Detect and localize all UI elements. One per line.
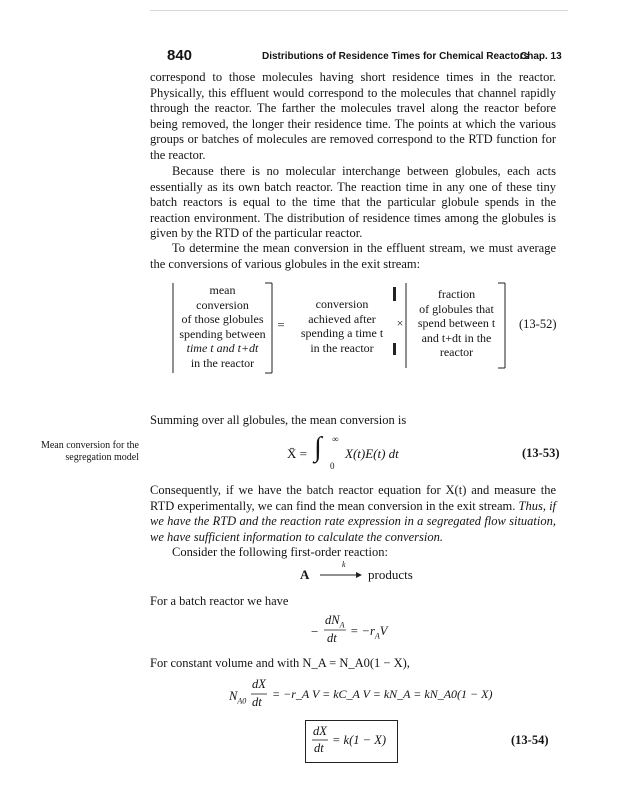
paragraph-6: Consider the following first-order reaction: (172, 545, 388, 559)
eq52-col2: conversion achieved after spending a time t in the reactor (300, 297, 384, 355)
eq52-times: × (396, 316, 404, 330)
margin-note: Mean conversion for the segregation model (40, 440, 139, 463)
expanded-denominator: dt (252, 695, 262, 709)
eq52-equals: = (277, 317, 285, 332)
paragraph-1: correspond to those molecules having short residence times in the reactor. Physically, this effluent would correspond to the molecules that channel rapidly through the reactor. The farther the molecules travel along the reactor before being removed, the longer their residence time. The points at which the various groups or batches of molecules are removed correspond to the RTD function for the reactor. (150, 70, 556, 162)
expanded-rhs: = −r_A V = kC_A V = kN_A = kN_A0(1 − X) (272, 687, 493, 701)
batch-numerator: $dN_A$ (325, 613, 345, 630)
paragraph-5-italic: Thus, if we have the RTD and the reaction rate expression in a segregated flow situation, we have sufficient information to calculate the conversion. (150, 498, 557, 544)
eq53-number: (13-53) (522, 446, 560, 460)
expanded-lead: $N_{A0}$ (229, 689, 247, 706)
eq54-denominator: dt (314, 741, 324, 755)
rate-constant: k (342, 560, 346, 569)
running-title: Distributions of Residence Times for Chemical Reactors (262, 51, 530, 62)
paragraph-5-roman: Consequently, if we have the batch reactor equation for X(t) and measure the RTD experimentally, we can find the mean conversion in the exit stream. (150, 483, 556, 513)
eq54-number: (13-54) (511, 733, 549, 747)
paragraph-3: To determine the mean conversion in the effluent stream, we must average the conversions of various globules in the exit stream: (150, 241, 556, 271)
product: products (368, 567, 413, 582)
eq54-rhs: = k(1 − X) (332, 733, 387, 747)
batch-minus: − (311, 624, 319, 639)
expanded-numerator: dX (252, 677, 266, 691)
page-number: 840 (167, 47, 193, 64)
eq53-integral-sign: ∫ (314, 432, 322, 463)
eq52-number: (13-52) (519, 317, 557, 331)
eq53-integrand: X(t)E(t) dt (345, 446, 399, 461)
eq53-lower-limit: 0 (330, 461, 335, 471)
eq53-lhs: X̄ = (287, 446, 307, 461)
paragraph-7: For a batch reactor we have (150, 594, 289, 608)
eq54-numerator: dX (313, 724, 327, 738)
reactant: A (300, 567, 310, 582)
batch-denominator: dt (327, 631, 337, 645)
eq53-upper-limit: ∞ (332, 434, 339, 444)
batch-rhs: = $-r_AV$ (350, 624, 388, 641)
eq52-col3: fraction of globules that spend between t and t+dt in the reactor (417, 287, 496, 359)
paragraph-8: For constant volume and with N_A = N_A0(1 − X), (150, 656, 410, 670)
eq52-col1: mean conversion of those globules spending between time t and t+dt in the reactor (179, 283, 266, 370)
chapter-label: Chap. 13 (520, 51, 562, 62)
paragraph-2: Because there is no molecular interchange between globules, each acts essentially as its own batch reactor. The reaction time in any one of these tiny batch reactors is equal to the time that the particular globule spends in the reaction environment. The distribution of residence times among the globules is given by the RTD of the particular reactor. (150, 164, 556, 241)
paragraph-4: Summing over all globules, the mean conversion is (150, 413, 407, 427)
